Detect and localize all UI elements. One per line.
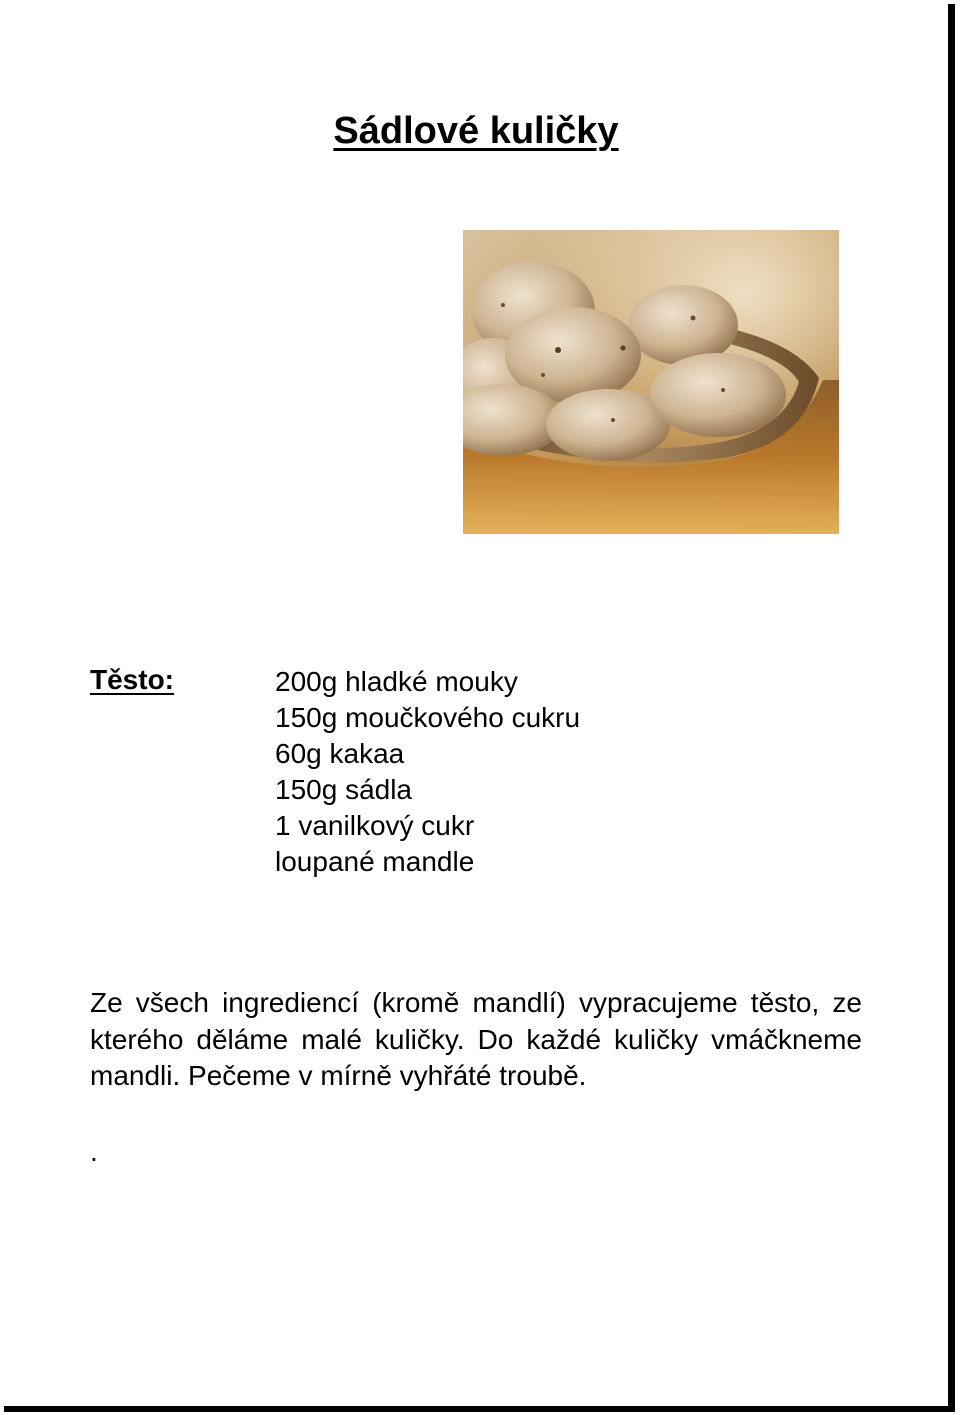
ingredient-item: 200g hladké mouky <box>275 666 518 697</box>
page-border-right <box>948 4 955 1412</box>
ingredients-list <box>275 664 580 880</box>
ingredient-item: 150g moučkového cukru <box>275 702 581 733</box>
method-paragraph: Ze všech ingrediencí (kromě mandlí) vypracujeme těsto, ze kterého děláme malé kuličky. Do každé kuličky vmáčkneme mandli. Pečeme v mírně vyhřáté troubě. <box>90 987 862 1091</box>
ingredient-item: 1 vanilkový cukr <box>275 810 475 841</box>
cookies-photo <box>463 230 839 534</box>
ingredient-item: 60g kakaa <box>275 738 405 769</box>
page-border-bottom <box>4 1406 955 1412</box>
trailing-dot: . <box>90 1136 98 1167</box>
ingredient-item: 150g sádla <box>275 774 413 805</box>
recipe-title: Sádlové kuličky <box>333 110 619 152</box>
cookies-in-bowl-illustration <box>463 230 839 534</box>
ingredient-item: loupané mandle <box>275 846 475 877</box>
dough-label: Těsto: <box>90 664 174 695</box>
